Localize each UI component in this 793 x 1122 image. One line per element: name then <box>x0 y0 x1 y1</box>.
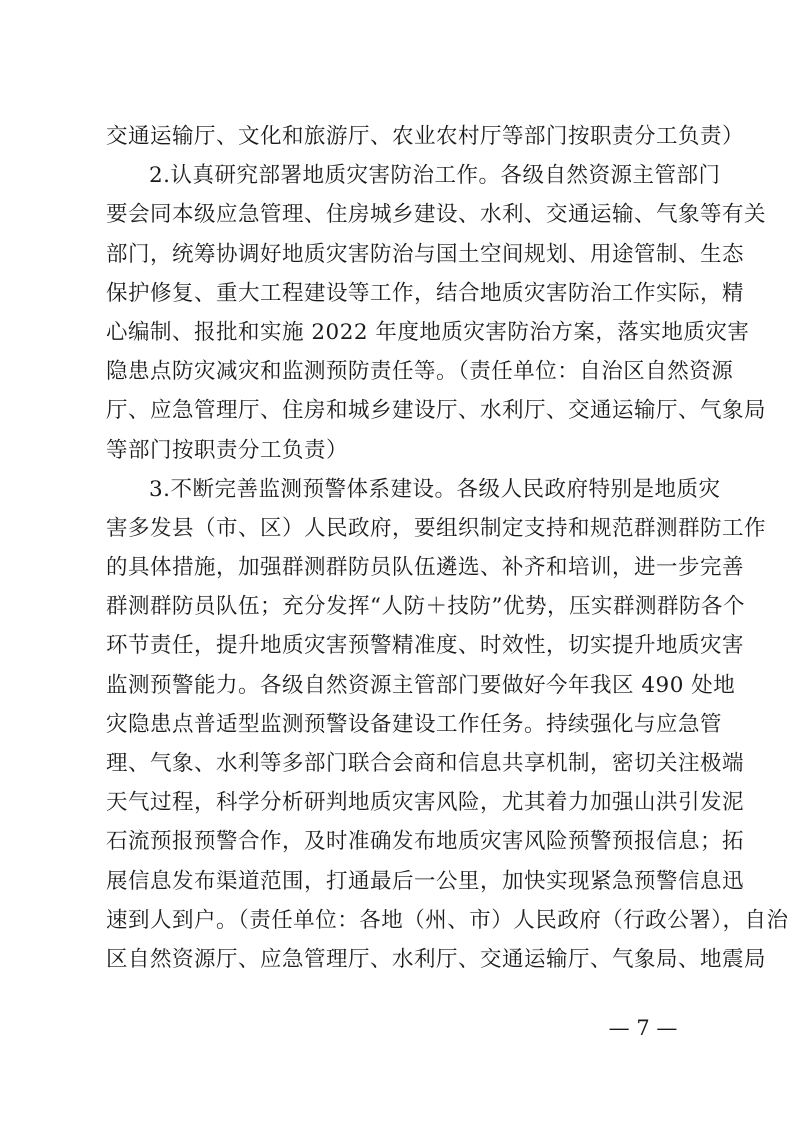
text-line: 等部门按职责分工负责） <box>106 437 349 463</box>
text-line: 心编制、报批和实施 2022 年度地质灾害防治方案，落实地质灾害 <box>106 319 750 345</box>
text-line: 厅、应急管理厅、住房和城乡建设厅、水利厅、交通运输厅、气象局 <box>106 398 767 424</box>
text-line: 区自然资源厅、应急管理厅、水利厅、交通运输厅、气象局、地震局 <box>106 946 767 972</box>
text-line: 害多发县（市、区）人民政府，要组织制定支持和规范群测群防工作 <box>106 515 767 541</box>
text-line: 交通运输厅、文化和旅游厅、农业农村厅等部门按职责分工负责） <box>106 124 745 149</box>
text-line: 的具体措施，加强群测群防员队伍遴选、补齐和培训，进一步完善 <box>106 555 745 581</box>
text-line: 灾隐患点普适型监测预警设备建设工作任务。持续强化与应急管 <box>106 711 723 737</box>
text-line: 天气过程，科学分析研判地质灾害风险，尤其着力加强山洪引发泥 <box>106 790 745 816</box>
text-line: 群测群防员队伍；充分发挥“人防＋技防”优势，压实群测群防各个 <box>106 594 745 620</box>
text-line: 理、气象、水利等多部门联合会商和信息共享机制，密切关注极端 <box>106 751 745 776</box>
text-line: 监测预警能力。各级自然资源主管部门要做好今年我区 490 处地 <box>106 672 736 698</box>
text-line: 展信息发布渠道范围，打通最后一公里，加快实现紧急预警信息迅 <box>106 868 745 894</box>
text-line: 要会同本级应急管理、住房城乡建设、水利、交通运输、气象等有关 <box>106 202 767 228</box>
text-line: 环节责任，提升地质灾害预警精准度、时效性，切实提升地质灾害 <box>106 633 745 659</box>
text-line: 2.认真研究部署地质灾害防治工作。各级自然资源主管部门 <box>149 163 721 189</box>
text-line: 石流预报预警合作，及时准确发布地质灾害风险预警预报信息；拓 <box>106 829 745 855</box>
page-number: — 7 — <box>608 1016 678 1040</box>
text-line: 隐患点防灾减灾和监测预防责任等。（责任单位：自治区自然资源 <box>106 359 734 385</box>
text-line: 保护修复、重大工程建设等工作，结合地质灾害防治工作实际，精 <box>106 280 745 306</box>
document-body <box>106 117 789 979</box>
text-line: 部门，统筹协调好地质灾害防治与国土空间规划、用途管制、生态 <box>106 241 745 267</box>
text-line: 3.不断完善监测预警体系建设。各级人民政府特别是地质灾 <box>149 476 721 502</box>
text-line: 速到人到户。（责任单位：各地（州、市）人民政府（行政公署），自治 <box>106 907 789 933</box>
